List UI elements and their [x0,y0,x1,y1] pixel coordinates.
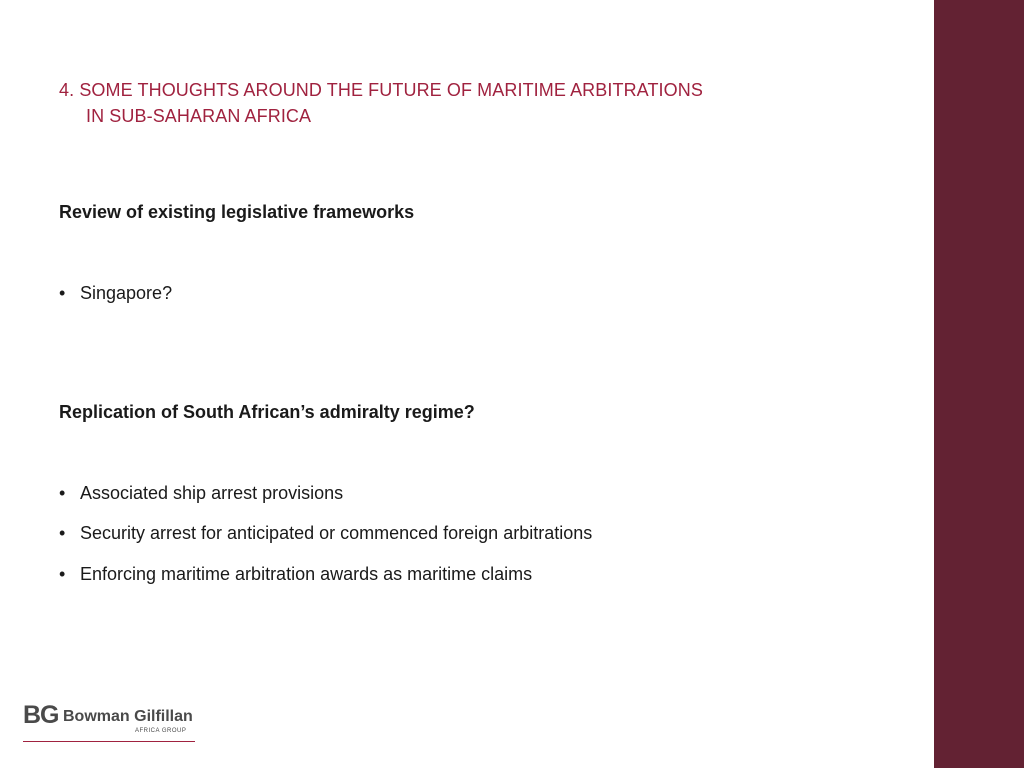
bullet-glyph: • [59,523,66,543]
slide-title-line-1: 4. SOME THOUGHTS AROUND THE FUTURE OF MARITIME ARBITRATIONS [59,80,703,100]
logo-mark: BG [23,701,59,729]
bullet-text: Enforcing maritime arbitration awards as maritime claims [80,564,533,584]
slide-title-line-2: IN SUB-SAHARAN AFRICA [86,106,312,126]
logo-tagline: AFRICA GROUP [135,728,187,734]
section-heading-admiralty: Replication of South African’s admiralty regime? [59,402,475,422]
logo-underline [23,741,195,742]
logo-name: Bowman Gilfillan [63,708,193,725]
bullet-item [59,482,343,504]
bullet-item [59,282,172,304]
bullet-text: Associated ship arrest provisions [80,483,344,503]
section-heading-frameworks: Review of existing legislative frameworks [59,202,415,222]
bullet-text: Security arrest for anticipated or commenced foreign arbitrations [80,523,593,543]
side-color-band [934,0,1024,768]
bullet-glyph: • [59,283,66,303]
bullet-glyph: • [59,564,66,584]
bullet-item [59,522,592,544]
bullet-text: Singapore? [80,283,173,303]
bullet-glyph: • [59,483,66,503]
bowman-gilfillan-logo [23,699,195,744]
slide-title [59,77,899,129]
bullet-item [59,563,532,585]
